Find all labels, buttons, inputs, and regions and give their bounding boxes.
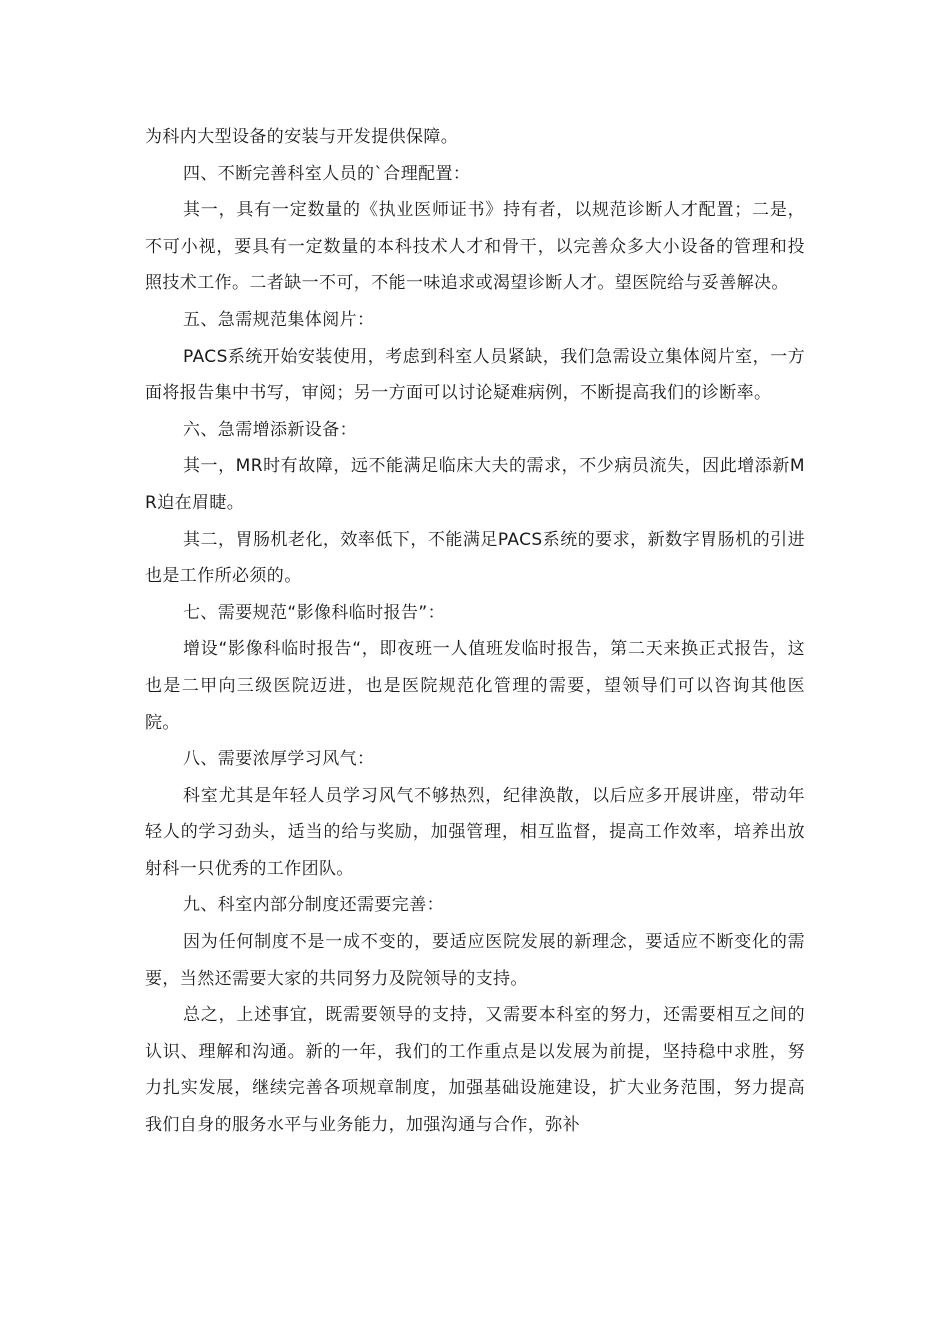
document-body [145,119,805,1144]
paragraph-gi-machine: 其二，胃肠机老化，效率低下，不能满足PACS系统的要求，新数字胃肠机的引进也是工作所必须的。 [145,529,805,587]
paragraph-continuation: 为科内大型设备的安装与开发提供保障。 [145,127,459,147]
section-heading-8: 八、需要浓厚学习风气： [183,749,375,770]
paragraph-summary: 总之，上述事宜，既需要领导的支持，又需要本科室的努力，还需要相互之间的认识、理解和沟通。新的一年，我们的工作重点是以发展为前提，坚持稳中求胜，努力扎实发展，继续完善各项规章制度，加强基础设施建设，扩大业务范围，努力提高我们自身的服务水平与业务能力，加强沟通与合作，弥补 [145,1005,805,1136]
section-heading-9: 九、科室内部分制度还需要完善： [183,895,444,916]
paragraph-pacs: PACS系统开始安装使用，考虑到科室人员紧缺，我们急需设立集体阅片室，一方面将报告集中书写，审阅；另一方面可以讨论疑难病例，不断提高我们的诊断率。 [145,346,805,404]
paragraph-staffing: 其一，具有一定数量的《执业医师证书》持有者，以规范诊断人才配置；二是，不可小视，要具有一定数量的本科技术人才和骨干，以完善众多大小设备的管理和投照技术工作。二者缺一不可，不能一味追求或渴望诊断人才。望医院给与妥善解决。 [145,200,805,294]
paragraph-rules: 因为任何制度不是一成不变的，要适应医院发展的新理念，要适应不断变化的需要，当然还需要大家的共同努力及院领导的支持。 [145,932,805,989]
section-heading-5: 五、急需规范集体阅片： [183,309,375,330]
paragraph-study: 科室尤其是年轻人员学习风气不够热烈，纪律涣散，以后应多开展讲座，带动年轻人的学习劲头，适当的给与奖励，加强管理，相互监督，提高工作效率，培养出放射科一只优秀的工作团队。 [145,785,805,879]
section-heading-4: 四、不断完善科室人员的`合理配置： [183,163,471,184]
section-heading-6: 六、急需增添新设备： [183,419,357,440]
section-heading-7: 七、需要规范“影像科临时报告”： [183,602,446,623]
paragraph-temp-report: 增设“影像科临时报告“，即夜班一人值班发临时报告，第二天来换正式报告，这也是二甲向三级医院迈进，也是医院规范化管理的需要，望领导们可以咨询其他医院。 [145,639,805,733]
paragraph-mr: 其一，MR时有故障，远不能满足临床大夫的需求，不少病员流失，因此增添新MR迫在眉睫。 [145,456,805,513]
